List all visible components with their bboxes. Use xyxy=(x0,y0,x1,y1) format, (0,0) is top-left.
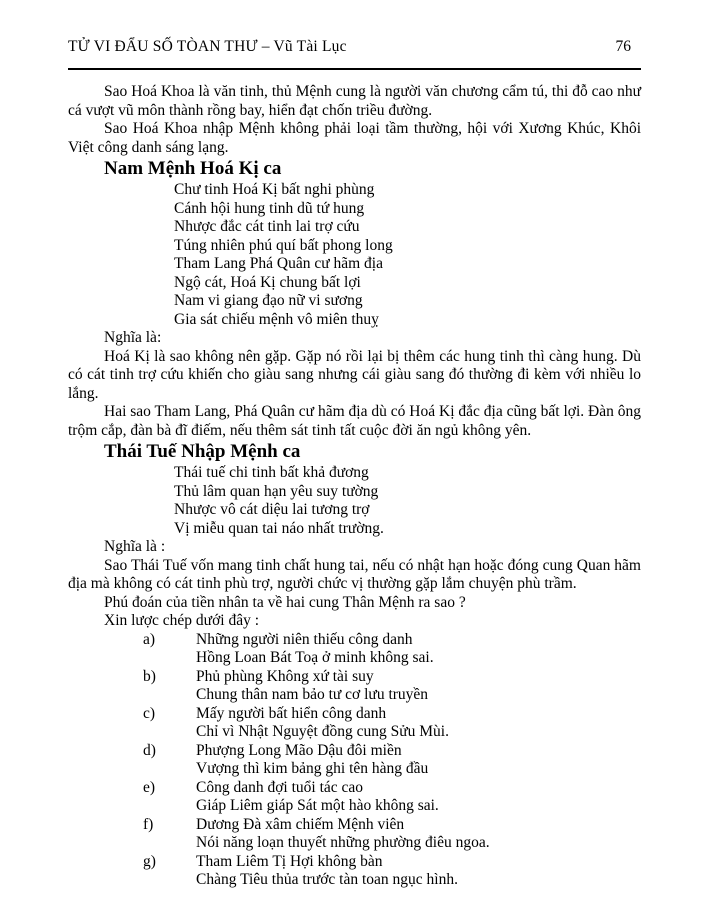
phu-doan-list xyxy=(143,631,641,890)
paragraph-xin-luoc-chep: Xin lược chép dưới đây : xyxy=(104,612,260,629)
label-nghia-la-2: Nghĩa là : xyxy=(104,538,166,555)
paragraph-hoa-ki-meaning-2: Hai sao Tham Lang, Phá Quân cư hãm địa dù có Hoá Kị đắc địa cũng bất lợi. Đàn ông trộm cắp, đàn bà đĩ điếm, nếu thêm sát tinh tất cuộc đời ăn ngủ không yên. xyxy=(68,403,641,439)
paragraph-phu-doan-question: Phú đoán của tiền nhân ta về hai cung Thân Mệnh ra sao ? xyxy=(104,593,466,611)
list-item-line: Phủ phùng Không xứ tài suy xyxy=(196,667,374,685)
list-item-line: Chỉ vì Nhật Nguyệt đồng cung Sửu Mùi. xyxy=(196,723,449,740)
list-item-line: Những người niên thiếu công danh xyxy=(196,630,413,648)
list-item-line: Chung thân nam bảo tư cơ lưu truyền xyxy=(196,686,429,703)
paragraph-hoa-khoa-2: Sao Hoá Khoa nhập Mệnh không phải loại tầm thường, hội với Xương Khúc, Khôi Việt công danh sáng lạng. xyxy=(68,120,641,156)
list-item-letter: g) xyxy=(143,852,156,870)
list-item-line: Nói năng loạn thuyết những phường điêu ngoa. xyxy=(196,834,490,851)
page-number: 76 xyxy=(615,38,631,55)
heading-nam-menh-hoa-ki-ca: Nam Mệnh Hoá Kị ca xyxy=(104,158,282,179)
verse-hoa-ki xyxy=(174,181,641,329)
header-divider xyxy=(68,68,641,70)
verse-line: Tham Lang Phá Quân cư hãm địa xyxy=(174,255,383,272)
list-item xyxy=(143,742,641,779)
verse-line: Thái tuế chi tinh bất khả đương xyxy=(174,464,369,481)
verse-line: Túng nhiên phú quí bất phong long xyxy=(174,236,393,254)
verse-line: Vị miễu quan tai náo nhất trường. xyxy=(174,519,384,537)
list-item-letter: c) xyxy=(143,704,156,722)
list-item-line: Công danh đợi tuổi tác cao xyxy=(196,778,364,796)
list-item xyxy=(143,853,641,890)
list-item-letter: f) xyxy=(143,815,154,833)
verse-line: Nhược đắc cát tinh lai trợ cứu xyxy=(174,218,360,235)
list-item xyxy=(143,816,641,853)
list-item-letter: e) xyxy=(143,778,156,796)
verse-line: Nhược vô cát diệu lai tương trợ xyxy=(174,501,370,518)
list-item xyxy=(143,631,641,668)
page-header xyxy=(68,38,641,56)
paragraph-thai-tue-meaning: Sao Thái Tuế vốn mang tinh chất hung tai, nếu có nhật hạn hoặc đóng cung Quan hãm địa mà không có cát tinh phù trợ, người chức vị thường gặp lắm chuyện phù trầm. xyxy=(68,556,641,592)
list-item-line: Giáp Liêm giáp Sát một hào không sai. xyxy=(196,797,439,814)
paragraph-hoa-khoa-1: Sao Hoá Khoa là văn tinh, thủ Mệnh cung là người văn chương cẩm tú, thi đỗ cao như cá vượt vũ môn thành rồng bay, hiển đạt chốn triều đường. xyxy=(68,83,641,119)
heading-thai-tue-nhap-menh-ca: Thái Tuế Nhập Mệnh ca xyxy=(104,441,301,462)
list-item-line: Mấy người bất hiển công danh xyxy=(196,704,387,722)
list-item-line: Chàng Tiêu thủa trước tàn toan ngục hình. xyxy=(196,871,458,888)
list-item xyxy=(143,779,641,816)
paragraph-hoa-ki-meaning-1: Hoá Kị là sao không nên gặp. Gặp nó rồi lại bị thêm các hung tinh thì càng hung. Dù có cát tinh trợ cứu khiến cho giàu sang nhưng cái giàu sang đó thường đi kèm với nhiều lo lắng. xyxy=(68,347,641,402)
list-item xyxy=(143,668,641,705)
list-item-line: Phượng Long Mão Dậu đôi miền xyxy=(196,741,402,759)
list-item-letter: b) xyxy=(143,667,156,685)
verse-line: Gia sát chiếu mệnh vô miên thuỵ xyxy=(174,310,379,328)
verse-thai-tue xyxy=(174,464,641,538)
book-title: TỬ VI ĐẨU SỐ TÒAN THƯ – Vũ Tài Lục xyxy=(68,38,347,55)
list-item xyxy=(143,705,641,742)
list-item-line: Tham Liêm Tị Hợi không bàn xyxy=(196,852,383,870)
verse-line: Cánh hội hung tinh dũ tứ hung xyxy=(174,199,365,217)
list-item-line: Dương Đà xâm chiếm Mệnh viên xyxy=(196,815,405,833)
verse-line: Ngộ cát, Hoá Kị chung bất lợi xyxy=(174,273,361,291)
list-item-line: Vượng thì kim bảng ghi tên hàng đầu xyxy=(196,760,429,777)
verse-line: Nam vi giang đạo nữ vi sương xyxy=(174,292,363,309)
label-nghia-la-1: Nghĩa là: xyxy=(104,329,162,346)
list-item-line: Hồng Loan Bát Toạ ở minh không sai. xyxy=(196,649,434,666)
list-item-letter: a) xyxy=(143,630,156,648)
list-item-letter: d) xyxy=(143,741,156,759)
verse-line: Chư tinh Hoá Kị bất nghi phùng xyxy=(174,181,375,198)
verse-line: Thủ lâm quan hạn yêu suy tường xyxy=(174,482,379,500)
